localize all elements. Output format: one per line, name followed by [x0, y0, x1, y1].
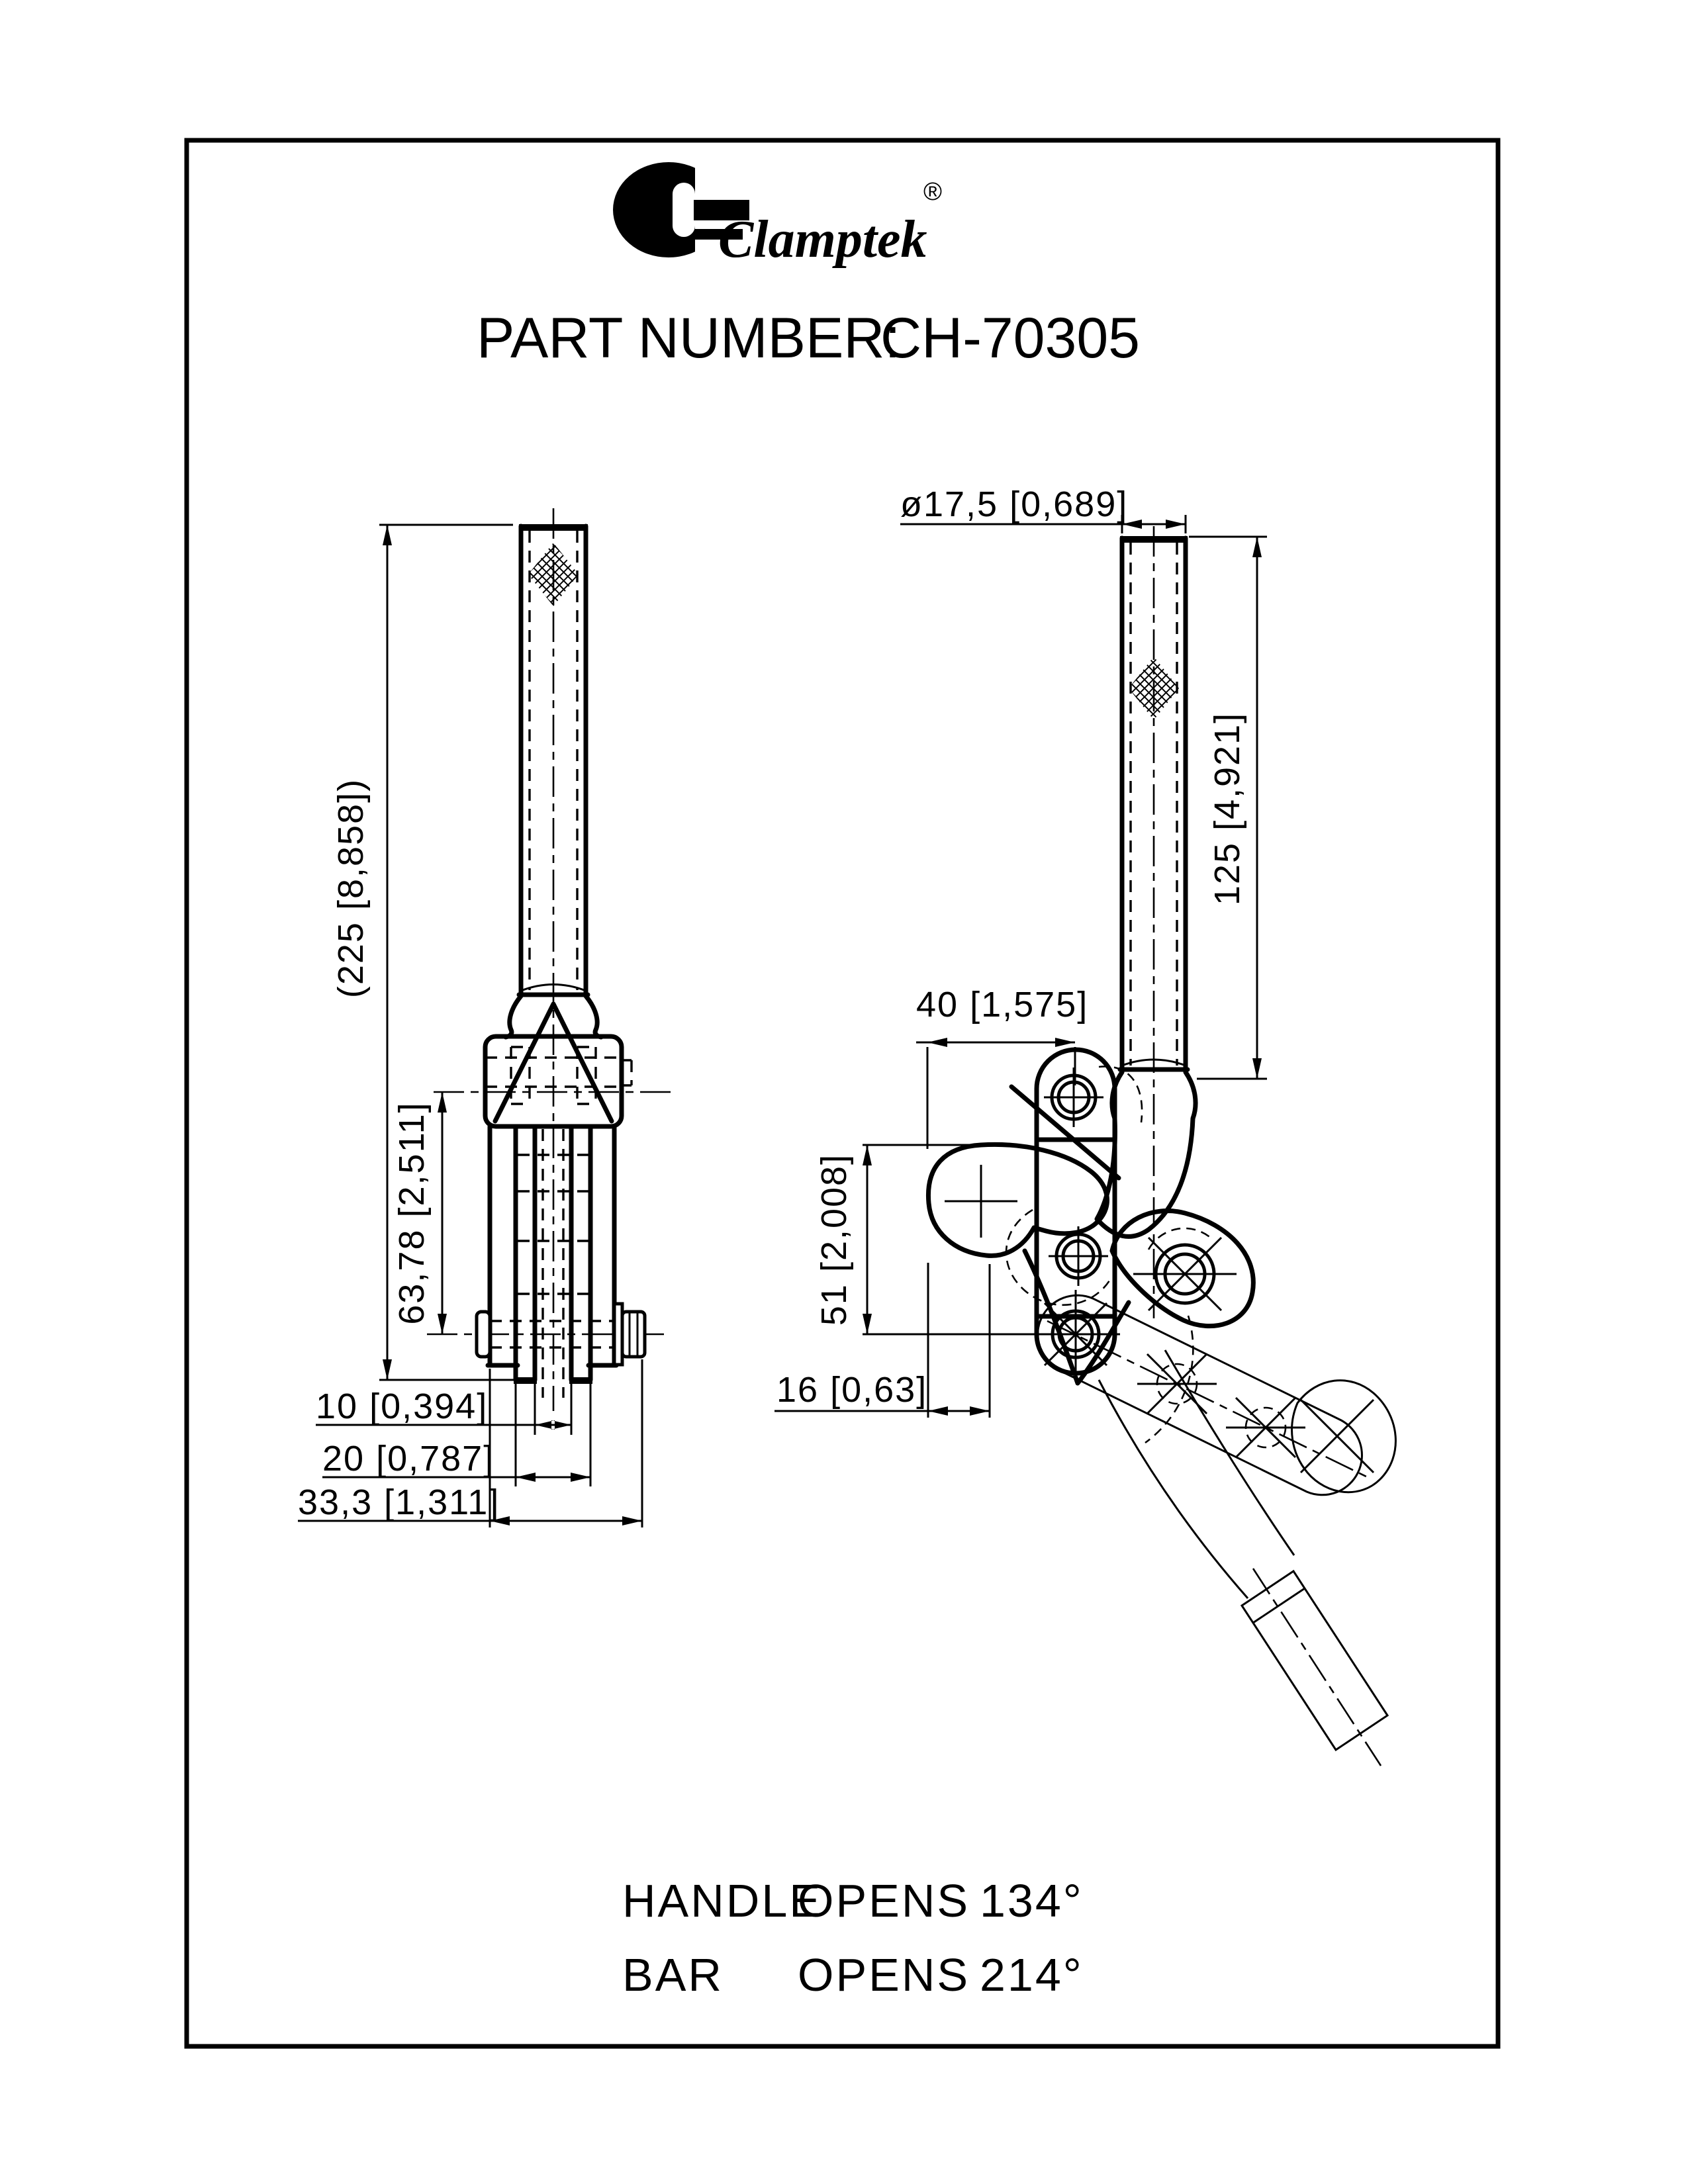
dim-face-offset: 16 [0,63] [776, 1370, 928, 1410]
dim-handle-length: 125 [4,921] [1207, 711, 1247, 906]
part-number-value: CH-70305 [880, 306, 1140, 370]
dim-base-width: 33,3 [1,311] [298, 1482, 500, 1522]
pin-head [477, 1312, 490, 1357]
note-bar-verb: OPENS [798, 1949, 970, 2001]
part-number-line [477, 306, 1140, 370]
registered-mark: ® [923, 178, 942, 206]
handle-knurl-side [1129, 657, 1179, 720]
dim-overall-height: (225 [8,858]) [331, 778, 371, 999]
opening-angle-notes [622, 1875, 1084, 2001]
front-dimension-arrows [383, 525, 642, 1525]
dim-fork-width: 20 [0,787] [322, 1439, 495, 1479]
front-hidden-lines [485, 531, 632, 1398]
hex-nut [622, 1312, 645, 1357]
dim-bar-reach: 40 [1,575] [916, 985, 1089, 1024]
front-view [298, 508, 673, 1527]
sheet-border [187, 140, 1498, 2046]
dim-handle-diameter: ø17,5 [0,689] [900, 484, 1129, 524]
brand-wordmark: Clamptek [718, 210, 927, 269]
dim-pivot-to-bolt: 63,78 [2,511] [392, 1101, 432, 1325]
front-centerlines [427, 508, 673, 1411]
note-handle-verb: OPENS [798, 1875, 970, 1927]
dim-base-height: 51 [2,008] [814, 1153, 854, 1326]
note-bar-value: 214° [980, 1949, 1084, 2001]
note-bar-label: BAR [622, 1949, 724, 2001]
note-handle-label: HANDLE [622, 1875, 822, 1927]
front-outline [488, 526, 616, 1380]
handle-knurl-front [528, 543, 579, 606]
side-view [774, 484, 1395, 1766]
note-handle-value: 134° [980, 1875, 1084, 1927]
part-number-label: PART NUMBER: [477, 306, 901, 370]
dim-slot-width: 10 [0,394] [316, 1387, 489, 1426]
